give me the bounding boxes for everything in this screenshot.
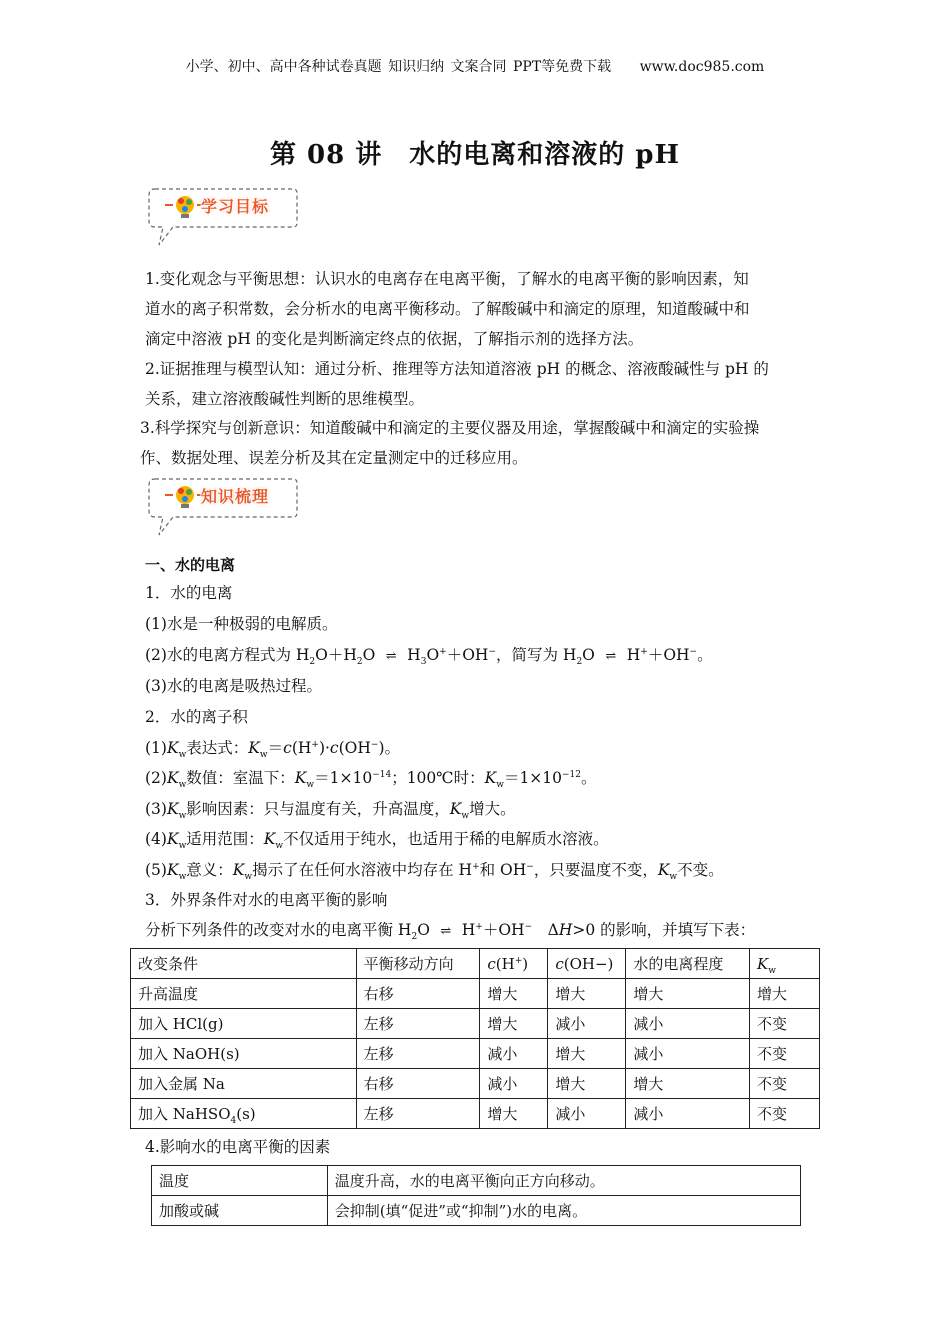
sub: w — [178, 872, 187, 883]
text: O＋H — [315, 646, 357, 664]
text: K — [263, 830, 276, 848]
knowledge-badge-label: 知识梳理 — [201, 487, 270, 506]
section-heading: 一、水的电离 — [145, 556, 236, 574]
text: H — [621, 646, 641, 664]
table-cell: 左移 — [356, 1009, 480, 1039]
header-cell: 水的电离程度 — [626, 949, 750, 979]
item-1-2 — [145, 640, 713, 672]
text: 分析下列条件的改变对水的电离平衡 H — [145, 921, 412, 939]
item-1-1: (1)水是一种极弱的电解质。 — [145, 615, 338, 633]
sub: 2 — [356, 657, 363, 668]
text: K — [166, 739, 179, 757]
text: c — [329, 739, 339, 757]
text: (3) — [145, 800, 167, 818]
header-cell: 改变条件 — [131, 949, 357, 979]
text: 和 OH — [479, 861, 527, 879]
objectives-badge-label: 学习目标 — [201, 197, 270, 216]
sup: −12 — [562, 769, 582, 780]
sup: + — [311, 739, 319, 750]
text: O — [362, 646, 381, 664]
objective-3-line-1: 3.科学探究与创新意识：知道酸碱中和滴定的主要仪器及用途，掌握酸碱中和滴定的实验操 — [140, 419, 760, 437]
factors-table — [151, 1165, 801, 1226]
objective-1-line-3: 滴定中溶液 pH 的变化是判断滴定终点的依据，了解指示剂的选择方法。 — [145, 330, 644, 348]
table-cell: 右移 — [356, 979, 480, 1009]
header-text: 小学、初中、高中各种试卷真题 知识归纳 文案合同 PPT等免费下载 — [185, 59, 612, 75]
equilibrium-arrow-icon: ⇌ — [385, 649, 397, 664]
objective-3-line-2: 作、数据处理、误差分析及其在定量测定中的迁移应用。 — [140, 449, 528, 467]
text: K — [449, 800, 462, 818]
text: (OH — [563, 954, 595, 973]
text: 适用范围： — [186, 830, 264, 848]
kw-item-2 — [145, 763, 597, 793]
text: 。 — [581, 769, 597, 787]
text: 数值：室温下： — [186, 769, 295, 787]
table-cell: 增大 — [626, 1069, 750, 1099]
text: c — [283, 739, 292, 757]
sup: − — [526, 861, 534, 872]
text: (H — [495, 954, 515, 973]
text: −) — [594, 954, 614, 973]
objective-2-line-2: 关系，建立溶液酸碱性判断的思维模型。 — [145, 390, 425, 408]
table-cell: 加入 HCl(g) — [131, 1009, 357, 1039]
objective-1-line-1: 1.变化观念与平衡思想：认识水的电离存在电离平衡，了解水的电离平衡的影响因素，知 — [145, 270, 749, 288]
text: 加入 NaHSO — [138, 1105, 231, 1123]
table-cell: 增大 — [480, 1099, 548, 1129]
table-cell: 减小 — [626, 1039, 750, 1069]
text: ＋OH — [647, 646, 690, 664]
sup: −14 — [372, 769, 392, 780]
text: O — [426, 646, 440, 664]
table-cell: 加酸或碱 — [152, 1196, 328, 1226]
text: K — [248, 739, 260, 757]
text: K — [657, 861, 670, 879]
text: K — [166, 861, 179, 879]
table-cell: 增大 — [548, 1069, 626, 1099]
subsection-3-instruction — [145, 915, 755, 947]
table-cell: 不变 — [750, 1099, 820, 1129]
text: ＝ — [267, 739, 284, 757]
text: (2)水的电离方程式为 H — [145, 646, 310, 664]
text: 揭示了在任何水溶液中均存在 H — [252, 861, 473, 879]
sub: 2 — [309, 657, 316, 668]
text: K — [166, 800, 179, 818]
text: (5) — [145, 861, 167, 879]
table-cell: 减小 — [626, 1009, 750, 1039]
text: (2) — [145, 769, 167, 787]
text: c — [487, 954, 496, 973]
table-cell: 减小 — [548, 1009, 626, 1039]
text: )。 — [378, 739, 400, 757]
text: ＋OH — [482, 921, 525, 939]
text: (4) — [145, 830, 167, 848]
text: ，只要温度不变， — [533, 861, 658, 879]
equilibrium-arrow-icon: ⇌ — [440, 924, 452, 939]
text: 不变。 — [677, 861, 724, 879]
sup: + — [514, 955, 523, 966]
text: (s) — [236, 1105, 256, 1123]
table-cell: 升高温度 — [131, 979, 357, 1009]
item-1-3: (3)水的电离是吸热过程。 — [145, 677, 322, 695]
text: ＝1×10 — [314, 769, 373, 787]
sub: 3 — [420, 657, 427, 668]
sup: − — [488, 646, 496, 657]
text: H — [456, 921, 476, 939]
subsection-1: 1．水的电离 — [145, 584, 233, 602]
table-cell: 增大 — [626, 979, 750, 1009]
text: 不仅适用于纯水，也适用于稀的电解质水溶液。 — [283, 830, 609, 848]
text: ＝1×10 — [503, 769, 563, 787]
text: K — [294, 769, 307, 787]
table-cell — [131, 1099, 357, 1129]
header-cell — [548, 949, 626, 979]
table-cell: 加入金属 Na — [131, 1069, 357, 1099]
text: H — [402, 646, 421, 664]
table-cell: 减小 — [480, 1069, 548, 1099]
text: ) — [522, 954, 529, 973]
table-cell: 增大 — [480, 979, 548, 1009]
sub: 2 — [576, 657, 583, 668]
text: ，简写为 H — [495, 646, 577, 664]
subsection-3: 3．外界条件对水的电离平衡的影响 — [145, 891, 388, 909]
sub: w — [306, 780, 315, 791]
text: Δ — [532, 921, 559, 939]
header-cell: 平衡移动方向 — [356, 949, 480, 979]
text: ；100℃时： — [391, 769, 485, 787]
table-row — [131, 1039, 820, 1069]
table-cell: 左移 — [356, 1039, 480, 1069]
text: 意义： — [186, 861, 233, 879]
text: O — [582, 646, 600, 664]
sub: w — [178, 780, 187, 791]
sup: + — [475, 921, 483, 932]
text: H — [558, 921, 573, 939]
subsection-2: 2．水的离子积 — [145, 708, 248, 726]
sup: + — [640, 646, 648, 657]
table-cell: 减小 — [548, 1099, 626, 1129]
kw-item-4 — [145, 824, 609, 854]
table-row — [131, 1009, 820, 1039]
table-header-row — [131, 949, 820, 979]
kw-item-5 — [145, 855, 724, 885]
text: (H — [291, 739, 312, 757]
table-cell: 温度升高，水的电离平衡向正方向移动。 — [327, 1166, 800, 1196]
sub: w — [178, 841, 187, 852]
sub: w — [178, 811, 187, 822]
table-cell: 不变 — [750, 1009, 820, 1039]
text: K — [166, 769, 179, 787]
text: 影响因素：只与温度有关，升高温度， — [186, 800, 450, 818]
table-row — [131, 979, 820, 1009]
kw-item-1 — [145, 733, 400, 763]
table-cell: 不变 — [750, 1069, 820, 1099]
table-cell: 减小 — [626, 1099, 750, 1129]
text: K — [232, 861, 245, 879]
table-row — [152, 1166, 801, 1196]
sub: 2 — [411, 932, 418, 943]
table-cell: 增大 — [750, 979, 820, 1009]
table-cell: 减小 — [480, 1039, 548, 1069]
table-cell: 温度 — [152, 1166, 328, 1196]
header-cell — [480, 949, 548, 979]
text: K — [166, 830, 179, 848]
sub: w — [496, 780, 504, 791]
text: 增大。 — [469, 800, 516, 818]
table-cell: 不变 — [750, 1039, 820, 1069]
page-title: 第 08 讲 水的电离和溶液的 pH — [269, 140, 681, 170]
knowledge-badge — [145, 473, 300, 533]
kw-item-3 — [145, 794, 516, 824]
table-row — [131, 1069, 820, 1099]
sup: + — [439, 646, 447, 657]
sub: w — [669, 872, 678, 883]
sub: w — [275, 841, 284, 852]
sub: w — [768, 965, 776, 976]
table-cell: 增大 — [480, 1009, 548, 1039]
objective-1-line-2: 道水的离子积常数，会分析水的电离平衡移动。了解酸碱中和滴定的原理，知道酸碱中和 — [145, 300, 750, 318]
sup: + — [472, 861, 480, 872]
header-url[interactable]: www.doc985.com — [639, 59, 765, 75]
text: )· — [318, 739, 330, 757]
sub: w — [178, 750, 187, 761]
table-cell: 增大 — [548, 979, 626, 1009]
objective-2-line-1: 2.证据推理与模型认知：通过分析、推理等方法知道溶液 pH 的概念、溶液酸碱性与 pH 的 — [145, 360, 769, 378]
text: 表达式： — [186, 739, 249, 757]
page-header — [0, 56, 950, 76]
conditions-table — [130, 948, 820, 1129]
text: (1) — [145, 739, 167, 757]
text: O — [417, 921, 435, 939]
text: >0 的影响，并填写下表： — [572, 921, 756, 939]
sub: 4 — [230, 1116, 237, 1126]
table-cell: 加入 NaOH(s) — [131, 1039, 357, 1069]
text: K — [484, 769, 497, 787]
sup: − — [689, 646, 698, 657]
sup: − — [370, 739, 379, 750]
subsection-4: 4.影响水的电离平衡的因素 — [145, 1138, 331, 1156]
text: 。 — [697, 646, 713, 664]
table-cell: 右移 — [356, 1069, 480, 1099]
table-row — [152, 1196, 801, 1226]
sup: − — [524, 921, 533, 932]
table-cell: 会抑制(填“促进”或“抑制”)水的电离。 — [327, 1196, 800, 1226]
sub: w — [259, 750, 268, 761]
text: c — [555, 954, 564, 973]
text: K — [757, 954, 769, 973]
sub: w — [461, 811, 470, 822]
table-cell: 增大 — [548, 1039, 626, 1069]
sub: w — [244, 872, 253, 883]
text: ＋OH — [446, 646, 489, 664]
table-cell: 左移 — [356, 1099, 480, 1129]
table-row — [131, 1099, 820, 1129]
text: (OH — [338, 739, 371, 757]
header-cell — [750, 949, 820, 979]
equilibrium-arrow-icon: ⇌ — [605, 649, 617, 664]
objectives-badge — [145, 183, 300, 243]
